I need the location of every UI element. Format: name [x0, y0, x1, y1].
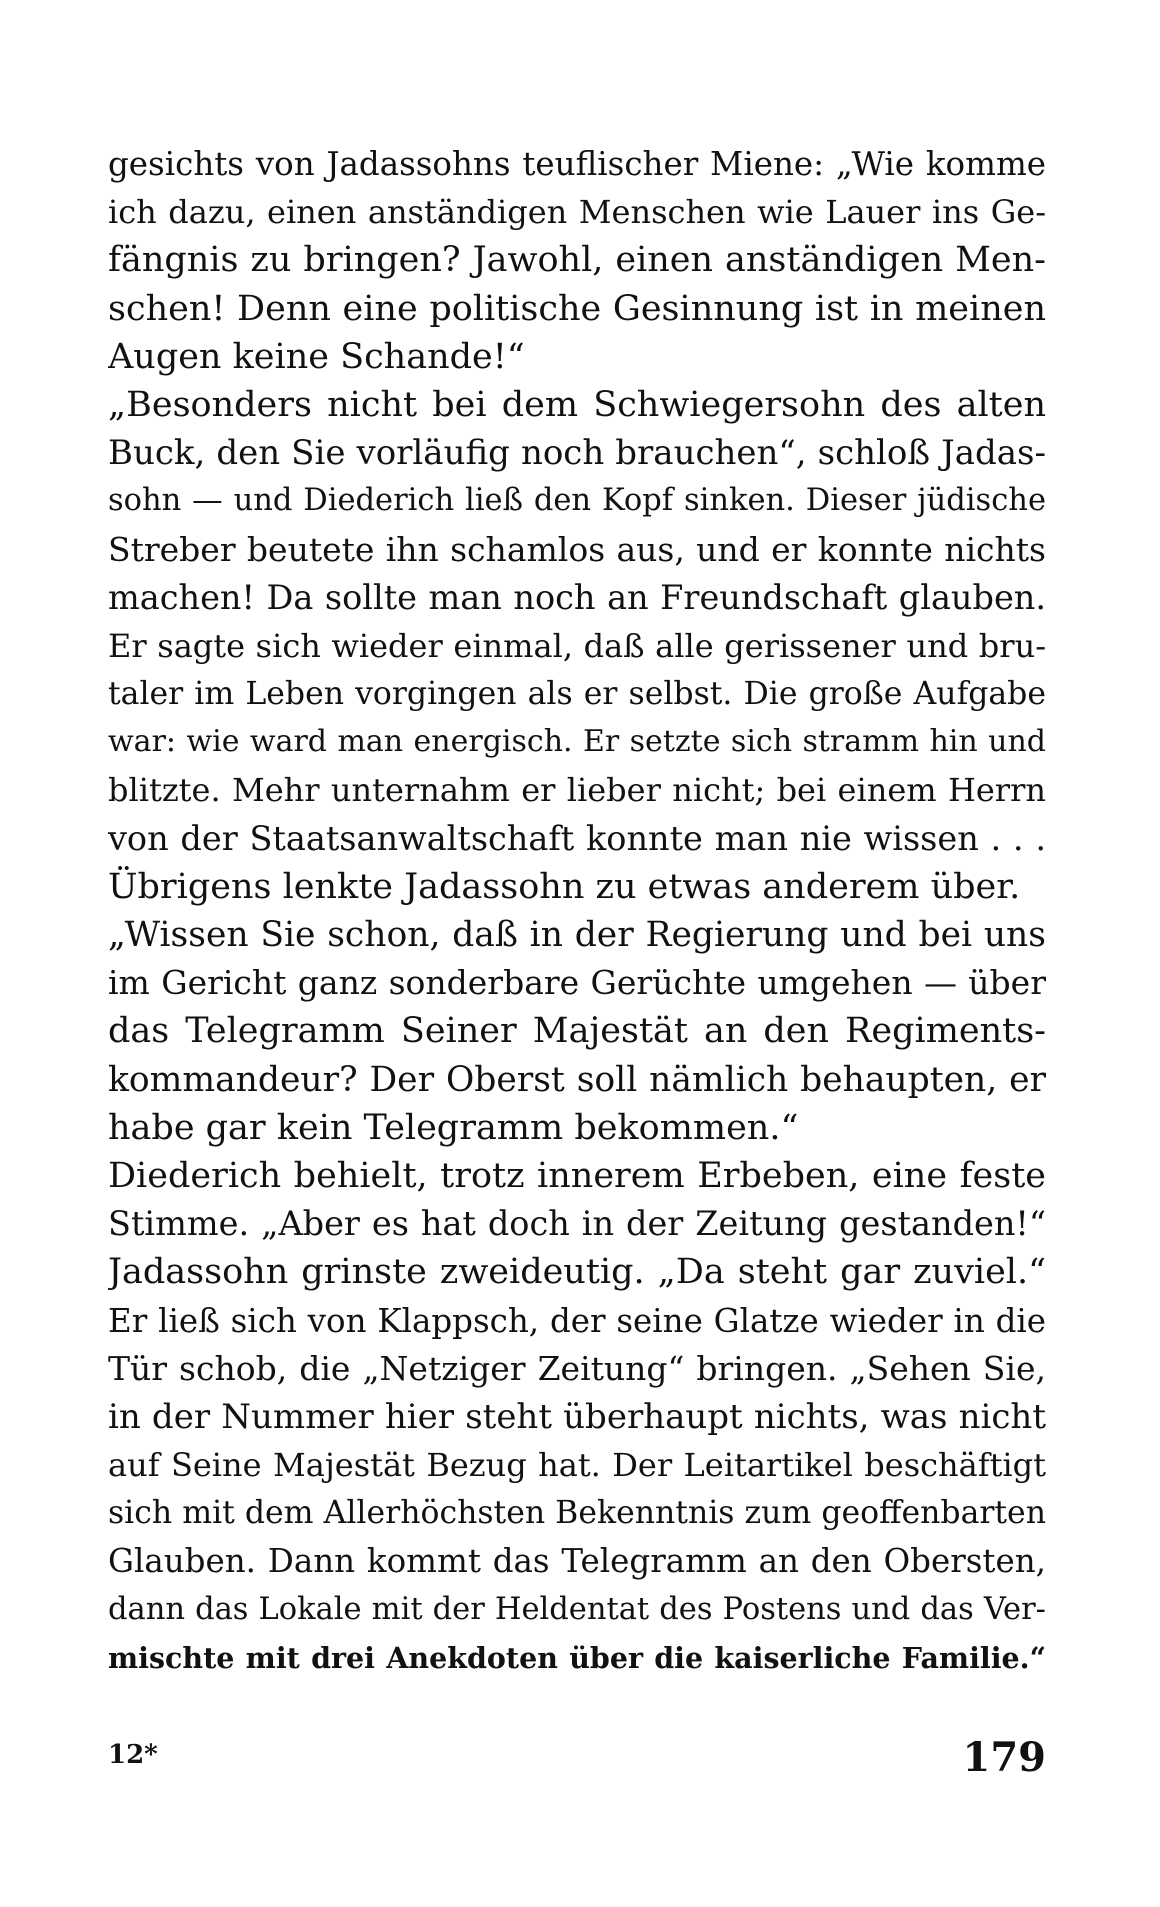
text-line: Er ließ sich von Klappsch, der seine Glatze wieder in die: [108, 1301, 1046, 1340]
text-line: habe gar kein Telegramm bekommen.“: [108, 1107, 799, 1148]
text-line: in der Nummer hier steht überhaupt nichts, was nicht: [108, 1396, 1046, 1437]
body-text: [108, 140, 1046, 1682]
text-line: Er sagte sich wieder einmal, daß alle gerissener und bru-: [108, 626, 1046, 665]
text-line: schen! Denn eine politische Gesinnung ist in meinen: [108, 288, 1046, 329]
text-line: Buck, den Sie vorläufig noch brauchen“, schloß Jadas-: [108, 433, 1046, 474]
text-line: machen! Da sollte man noch an Freundschaft glauben.: [108, 577, 1046, 617]
text-line: „Besonders nicht bei dem Schwiegersohn des alten: [108, 384, 1046, 425]
text-line: „Wissen Sie schon, daß in der Regierung und bei uns: [108, 915, 1046, 955]
text-line: Glauben. Dann kommt das Telegramm an den Obersten,: [108, 1542, 1046, 1581]
text-line: ich dazu, einen anständigen Menschen wie Lauer ins Ge-: [108, 193, 1046, 232]
text-line: sohn — und Diederich ließ den Kopf sinken. Dieser jüdische: [108, 483, 1046, 519]
text-line: im Gericht ganz sonderbare Gerüchte umgehen — über: [108, 963, 1046, 1003]
text-line: fängnis zu bringen? Jawohl, einen anständigen Men-: [108, 240, 1046, 281]
text-line: sich mit dem Allerhöchsten Bekenntnis zum geoffenbarten: [108, 1495, 1046, 1532]
page-number: 179: [962, 1734, 1046, 1781]
text-line: mischte mit drei Anekdoten über die kaiserliche Familie.“: [108, 1640, 1046, 1675]
text-line: Übrigens lenkte Jadassohn zu etwas anderem über.: [108, 866, 1021, 907]
text-line: Jadassohn grinste zweideutig. „Da steht gar zuviel.“: [108, 1252, 1046, 1293]
text-line: gesichts von Jadassohns teuflischer Miene: „Wie komme: [108, 145, 1046, 183]
text-line: dann das Lokale mit der Heldentat des Postens und das Ver-: [108, 1591, 1046, 1627]
text-line: Augen keine Schande!“: [108, 336, 525, 377]
text-line: kommandeur? Der Oberst soll nämlich behaupten, er: [108, 1059, 1046, 1100]
text-line: Diederich behielt, trotz innerem Erbeben, eine feste: [108, 1155, 1046, 1196]
page-footer: [108, 1734, 1046, 1790]
printer-signature: 12*: [108, 1740, 158, 1770]
text-line: taler im Leben vorgingen als er selbst. Die große Aufgabe: [108, 676, 1046, 713]
text-line: auf Seine Majestät Bezug hat. Der Leitartikel beschäftigt: [108, 1446, 1046, 1485]
text-line: Tür schob, die „Netziger Zeitung“ bringen. „Sehen Sie,: [108, 1348, 1046, 1388]
text-line: war: wie ward man energisch. Er setzte sich stramm hin und: [108, 724, 1046, 760]
text-line: von der Staatsanwaltschaft konnte man nie wissen . . .: [108, 818, 1046, 858]
text-line: das Telegramm Seiner Majestät an den Regiments-: [108, 1011, 1046, 1052]
text-line: blitzte. Mehr unternahm er lieber nicht; bei einem Herrn: [108, 771, 1046, 810]
text-line: Streber beutete ihn schamlos aus, und er konnte nichts: [108, 529, 1046, 569]
text-line: Stimme. „Aber es hat doch in der Zeitung gestanden!“: [108, 1204, 1046, 1244]
